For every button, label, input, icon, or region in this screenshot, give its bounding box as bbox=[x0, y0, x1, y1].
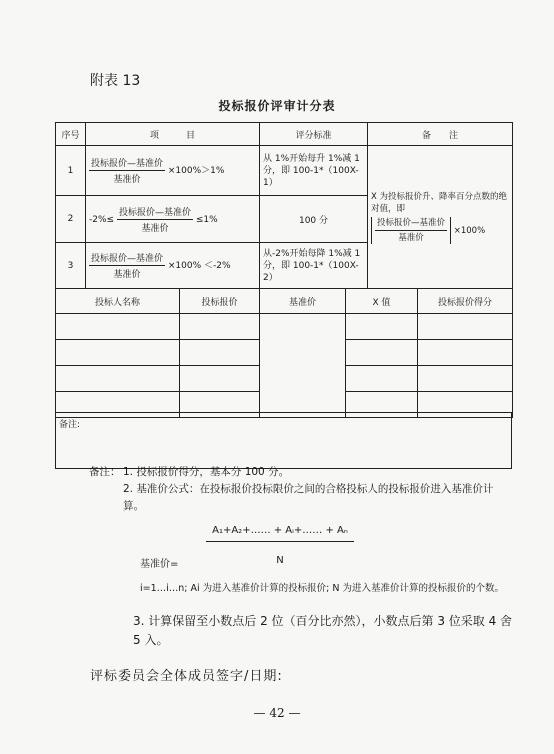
row-item: -2%≤ $\frac{\text{投标报价—基准价}}{\text{基准价}}$ ≤1% bbox=[86, 196, 260, 243]
fraction-bar bbox=[206, 541, 354, 542]
table-row bbox=[56, 146, 513, 196]
scoring-header-row bbox=[56, 123, 513, 146]
condition: ≤1% bbox=[195, 214, 218, 225]
header-criteria: 评分标准 bbox=[260, 123, 368, 146]
scoring-table bbox=[55, 122, 513, 289]
condition: ×100%＞1% bbox=[167, 166, 225, 176]
header-no: 序号 bbox=[56, 123, 86, 146]
table-row bbox=[56, 314, 513, 340]
bidder-table bbox=[55, 288, 513, 418]
note-3: 3. 计算保留至小数点后 2 位（百分比亦然），小数点后第 3 位采取 4 舍 5 入。 bbox=[133, 614, 513, 647]
ratio-fraction: $\frac{\text{投标报价—基准价}}{\text{基准价}}$ bbox=[89, 251, 165, 280]
absolute-value: $\frac{\text{投标报价—基准价}}{\text{基准价}}$ bbox=[371, 217, 451, 244]
page-title: 投标报价评审计分表 bbox=[218, 99, 336, 113]
header-x-value: X 值 bbox=[346, 289, 418, 314]
ratio-fraction: $\frac{\text{投标报价—基准价}}{\text{基准价}}$ bbox=[117, 205, 193, 234]
note-1: 1. 投标报价得分，基本分 100 分。 bbox=[123, 466, 290, 478]
header-bid-price: 投标报价 bbox=[180, 289, 260, 314]
row-no: 3 bbox=[56, 243, 86, 289]
note-2: 2. 基准价公式：在投标报价投标限价之间的合格投标人的投标报价进入基准价计算。 bbox=[123, 483, 494, 512]
notes-label: 备注： bbox=[89, 466, 121, 478]
formula-numerator: A₁+A₂+…… + Aᵢ+…… + Aₙ bbox=[212, 525, 348, 536]
ratio-fraction: $\frac{\text{投标报价—基准价}}{\text{基准价}}$ bbox=[89, 156, 165, 185]
row-item bbox=[86, 243, 260, 289]
header-bid-score: 投标报价得分 bbox=[418, 289, 513, 314]
header-remark: 备 注 bbox=[368, 123, 513, 146]
signature-line: 评标委员会全体成员签字/日期: bbox=[90, 669, 283, 684]
remarks-cell: 备注: bbox=[56, 413, 512, 469]
bidder-header-row bbox=[56, 289, 513, 314]
row-no: 2 bbox=[56, 196, 86, 243]
condition: ×100% ＜-2% bbox=[167, 261, 231, 271]
row-item bbox=[86, 146, 260, 196]
remarks-table bbox=[55, 412, 512, 469]
page-number: — 42 — bbox=[253, 706, 301, 720]
formula-denominator: N bbox=[276, 555, 284, 566]
notes-block bbox=[89, 464, 509, 515]
row-no: 1 bbox=[56, 146, 86, 196]
row-score: 100 分 bbox=[260, 196, 368, 243]
header-base-price: 基准价 bbox=[260, 289, 346, 314]
formula-explanation: i=1…i…n; Ai 为进入基准价计算的投标报价; N 为进入基准价计算的投标报价的个数。 bbox=[140, 583, 505, 594]
header-bidder-name: 投标人名称 bbox=[56, 289, 180, 314]
remark-cell: X 为投标报价升、降率百分点数的绝对值，即 $\frac{\text{投标报价—基准价}}{\text{基准价}}$ ×100% bbox=[368, 146, 513, 289]
appendix-label: 附表 13 bbox=[90, 73, 141, 89]
header-item: 项 目 bbox=[86, 123, 260, 146]
row-score: 从 1%开始每升 1%减 1 分，即 100-1*（100X-1） bbox=[260, 146, 368, 196]
row-score: 从-2%开始每降 1%减 1 分，即 100-1*（100X-2） bbox=[260, 243, 368, 289]
formula-label: 基准价= bbox=[140, 559, 179, 570]
